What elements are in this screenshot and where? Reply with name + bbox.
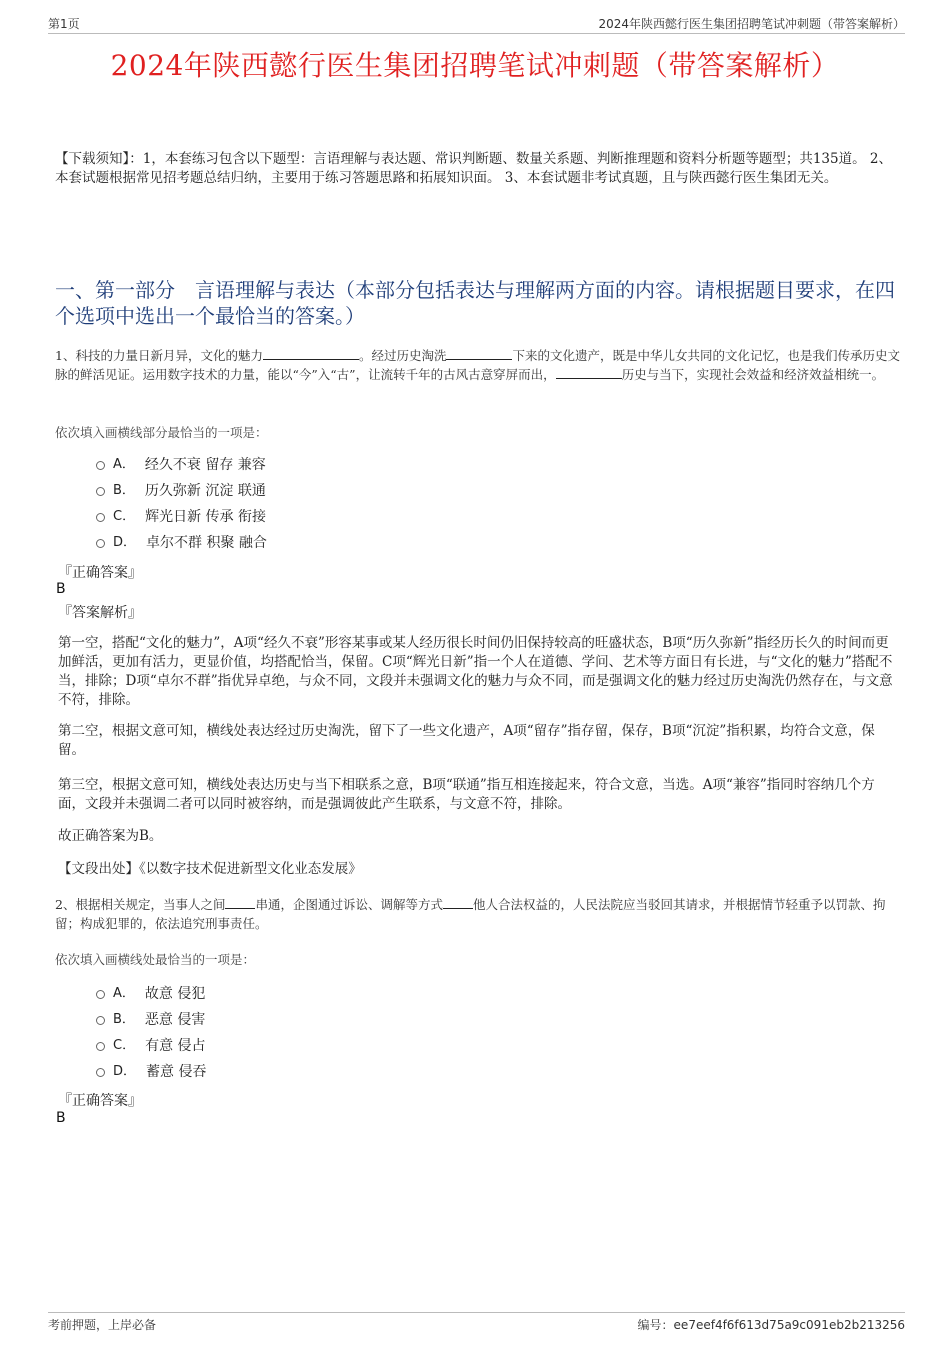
option-a[interactable]: A． 故意 侵犯: [96, 981, 206, 1007]
answer-label: 『正确答案』: [58, 1093, 142, 1109]
radio-icon[interactable]: [96, 539, 105, 548]
radio-icon[interactable]: [96, 513, 105, 522]
page-footer: [48, 1312, 905, 1336]
option-a[interactable]: A． 经久不衰 留存 兼容: [96, 452, 267, 478]
answer-value: B: [56, 1110, 66, 1126]
section-title: 一、第一部分 言语理解与表达（本部分包括表达与理解两方面的内容。请根据题目要求，在四个选项中选出一个最恰当的答案。）: [55, 278, 895, 328]
question-2-instruction: 依次填入画横线处最恰当的一项是：: [55, 952, 256, 967]
blank-1: [225, 896, 255, 909]
option-c[interactable]: C． 辉光日新 传承 衔接: [96, 504, 267, 530]
header-doc-title: 2024年陕西懿行医生集团招聘笔试冲刺题（带答案解析）: [598, 17, 905, 31]
footer-slogan: 考前押题，上岸必备: [48, 1318, 157, 1332]
option-d[interactable]: D． 卓尔不群 积聚 融合: [96, 530, 267, 556]
blank-1: [263, 347, 359, 360]
radio-icon[interactable]: [96, 487, 105, 496]
radio-icon[interactable]: [96, 1068, 105, 1077]
page-title: 2024年陕西懿行医生集团招聘笔试冲刺题（带答案解析）: [110, 49, 840, 82]
analysis-conclusion: 故正确答案为B。: [58, 828, 163, 844]
analysis-paragraph-2: 第二空，根据文意可知，横线处表达经过历史淘洗，留下了一些文化遗产，A项“留存”指存留，保存，B项“沉淀”指积累，均符合文意，保留。: [58, 723, 875, 758]
radio-icon[interactable]: [96, 1042, 105, 1051]
option-d[interactable]: D． 蓄意 侵吞: [96, 1059, 206, 1085]
analysis-paragraph-3: 第三空，根据文意可知，横线处表达历史与当下相联系之意，B项“联通”指互相连接起来，符合文意，当选。A项“兼容”指同时容纳几个方面，文段并未强调二者可以同时被容纳，而是强调彼此产生联系，与文意不符，排除。: [58, 777, 875, 812]
radio-icon[interactable]: [96, 990, 105, 999]
blank-3: [556, 366, 622, 379]
blank-2: [446, 347, 512, 360]
page-header: [48, 15, 905, 34]
radio-icon[interactable]: [96, 1016, 105, 1025]
radio-icon[interactable]: [96, 461, 105, 470]
page-number: 第1页: [48, 17, 80, 31]
analysis-paragraph-1: 第一空，搭配“文化的魅力”，A项“经久不衰”形容某事或某人经历很长时间仍旧保持较高的旺盛状态，B项“历久弥新”指经历长久的时间而更加鲜活，更加有活力，更显价值，均搭配恰当，保留。C项“辉光日新”指一个人在道德、学问、艺术等方面日有长进，与“文化的魅力”搭配不当，排除；D项“卓尔不群”指优异卓绝，与众不同，文段并未强调文化的魅力与众不同，而是强调文化的魅力经过历史淘洗仍然存在，与文意不符，排除。: [58, 635, 893, 708]
question-2-stem: 2、根据相关规定，当事人之间 串通，企图通过诉讼、调解等方式 他人合法权益的，人民法院应当驳回其请求，并根据情节轻重予以罚款、拘留；构成犯罪的，依法追究刑事责任。: [55, 897, 886, 931]
answer-value: B: [56, 581, 66, 597]
question-1-instruction: 依次填入画横线部分最恰当的一项是：: [55, 425, 268, 440]
answer-label: 『正确答案』: [58, 565, 142, 581]
footer-serial: 编号：ee7eef4f6f613d75a9c091eb2b213256: [637, 1318, 905, 1332]
blank-2: [443, 896, 473, 909]
option-c[interactable]: C． 有意 侵占: [96, 1033, 206, 1059]
download-notice: 【下载须知】：1，本套练习包含以下题型：言语理解与表达题、常识判断题、数量关系题、判断推理题和资料分析题等题型；共135道。 2、本套试题根据常见招考题总结归纳，主要用于练习答题思路和拓展知识面。 3、本套试题非考试真题，且与陕西懿行医生集团无关。: [55, 151, 892, 186]
analysis-label: 『答案解析』: [58, 605, 142, 621]
question-1-stem: 1、科技的力量日新月异，文化的魅力 。经过历史淘洗 下来的文化遗产，既是中华儿女共同的文化记忆，也是我们传承历史文脉的鲜活见证。运用数字技术的力量，能以“今”入“古”，让流转千年的古风古意穿屏而出， 历史与当下，实现社会效益和经济效益相统一。: [55, 348, 900, 382]
question-2-options: [96, 981, 206, 1085]
source-citation: 【文段出处】《以数字技术促进新型文化业态发展》: [58, 861, 362, 877]
option-b[interactable]: B． 历久弥新 沉淀 联通: [96, 478, 267, 504]
question-1-options: [96, 452, 267, 556]
option-b[interactable]: B． 恶意 侵害: [96, 1007, 206, 1033]
